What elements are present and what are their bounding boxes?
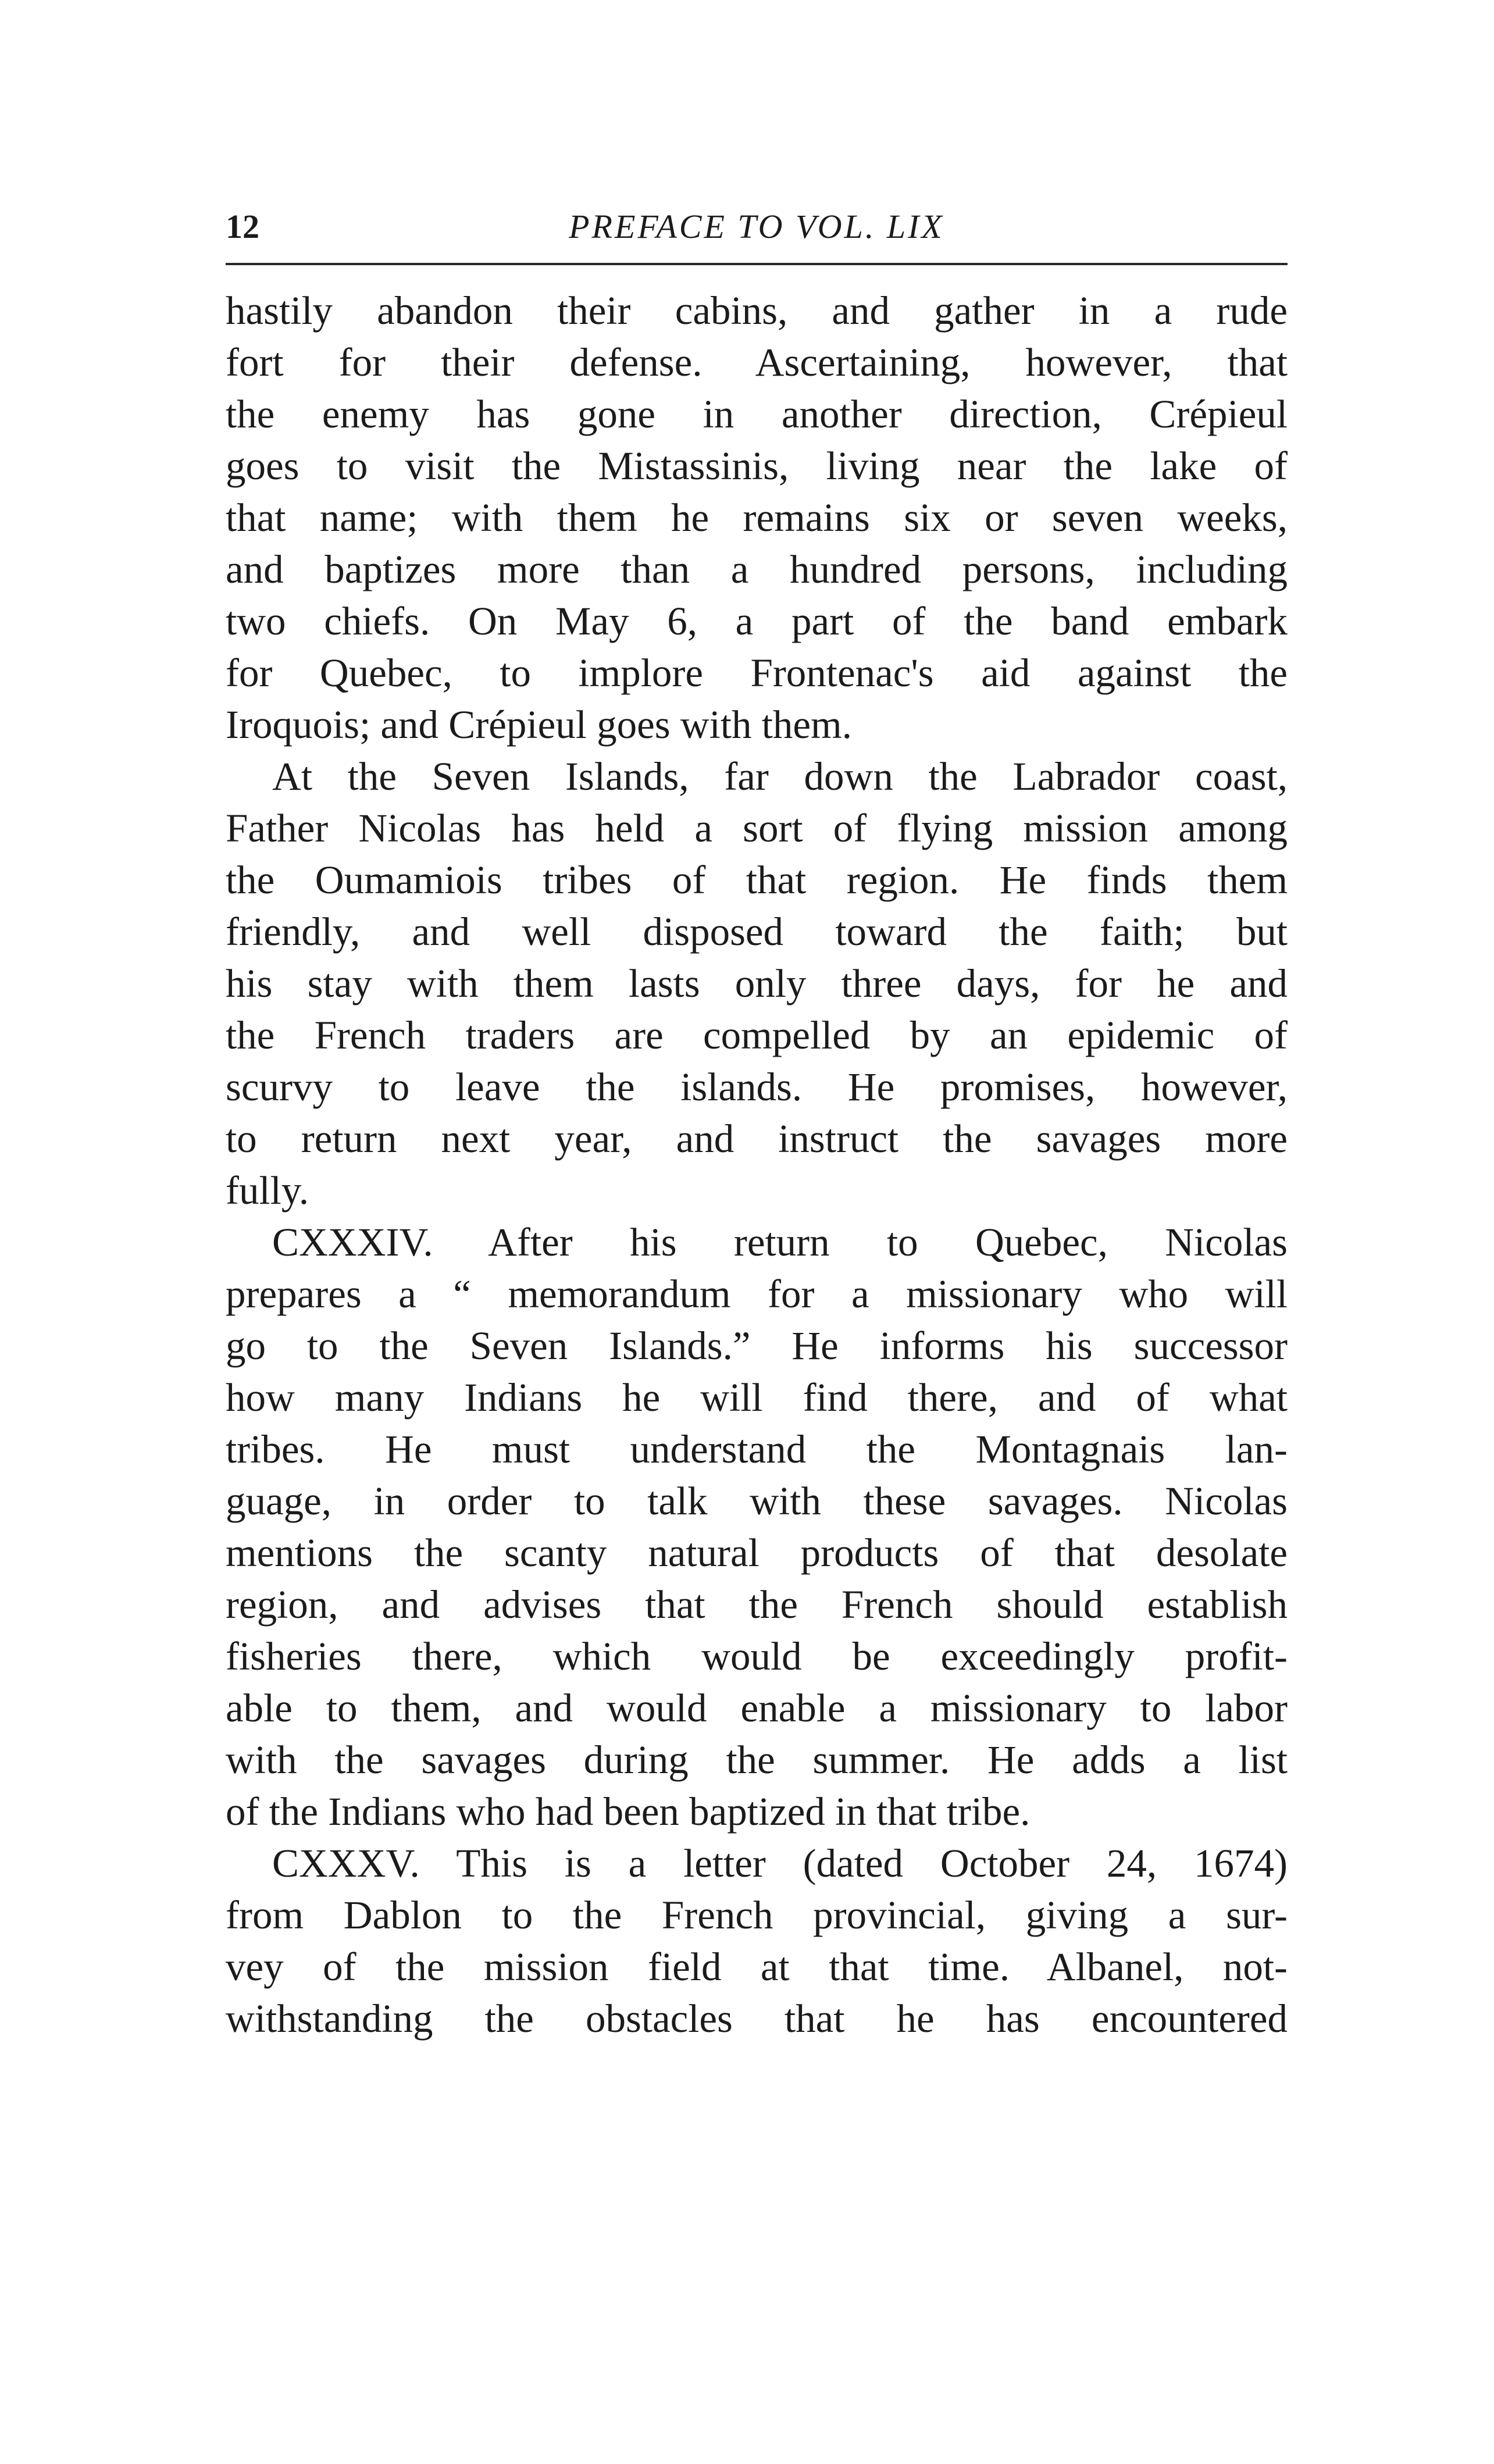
text-line: and baptizes more than a hundred persons, including xyxy=(226,547,1288,591)
text-line: mentions the scanty natural products of that desolate xyxy=(226,1531,1288,1575)
text-line: go to the Seven Islands.” He informs his successor xyxy=(226,1324,1288,1368)
text-line: fort for their defense. Ascertaining, however, that xyxy=(226,340,1288,384)
text-line: region, and advises that the French should establish xyxy=(226,1582,1288,1627)
text-line: hastily abandon their cabins, and gather in a rude xyxy=(226,288,1288,333)
text-line: prepares a “ memorandum for a missionary who will xyxy=(226,1272,1288,1316)
running-head xyxy=(226,198,1288,256)
text-line: scurvy to leave the islands. He promises, however, xyxy=(226,1065,1288,1109)
text-line: fisheries there, which would be exceedingly profit- xyxy=(226,1634,1288,1678)
text-line: the enemy has gone in another direction, Crépieul xyxy=(226,392,1288,436)
text-line: Iroquois; and Crépieul goes with them. xyxy=(226,703,852,747)
text-line: friendly, and well disposed toward the faith; but xyxy=(226,910,1288,954)
text-line: for Quebec, to implore Frontenac's aid against the xyxy=(226,651,1288,695)
text-line: from Dablon to the French provincial, giving a sur- xyxy=(226,1893,1288,1937)
page-number: 12 xyxy=(226,208,259,245)
body-text xyxy=(226,285,1288,2045)
text-line: able to them, and would enable a missionary to labor xyxy=(226,1686,1288,1730)
text-line: the Oumamiois tribes of that region. He finds them xyxy=(226,858,1288,902)
text-line: that name; with them he remains six or seven weeks, xyxy=(226,495,1288,540)
text-line: vey of the mission field at that time. Albanel, not- xyxy=(226,1945,1288,1989)
text-line: fully. xyxy=(226,1168,309,1213)
text-line: CXXXV. This is a letter (dated October 24, 1674) xyxy=(272,1841,1288,1885)
text-line: withstanding the obstacles that he has encountered xyxy=(226,1996,1288,2041)
text-line: Father Nicolas has held a sort of flying mission among xyxy=(226,806,1288,850)
text-line: tribes. He must understand the Montagnais lan- xyxy=(226,1427,1288,1471)
text-line: the French traders are compelled by an epidemic of xyxy=(226,1013,1288,1057)
text-line: goes to visit the Mistassinis, living near the lake of xyxy=(226,444,1288,488)
text-line: how many Indians he will find there, and of what xyxy=(226,1375,1288,1420)
text-line: guage, in order to talk with these savages. Nicolas xyxy=(226,1479,1288,1523)
header-rule xyxy=(226,263,1288,265)
text-line: two chiefs. On May 6, a part of the band embark xyxy=(226,599,1288,643)
running-title: PREFACE TO VOL. LIX xyxy=(569,208,944,245)
text-line: of the Indians who had been baptized in that tribe. xyxy=(226,1789,1031,1834)
text-line: his stay with them lasts only three days, for he and xyxy=(226,961,1288,1005)
text-line: At the Seven Islands, far down the Labrador coast, xyxy=(272,754,1288,798)
text-line: CXXXIV. After his return to Quebec, Nicolas xyxy=(272,1220,1288,1264)
text-line: to return next year, and instruct the savages more xyxy=(226,1117,1288,1161)
text-line: with the savages during the summer. He adds a list xyxy=(226,1738,1288,1782)
